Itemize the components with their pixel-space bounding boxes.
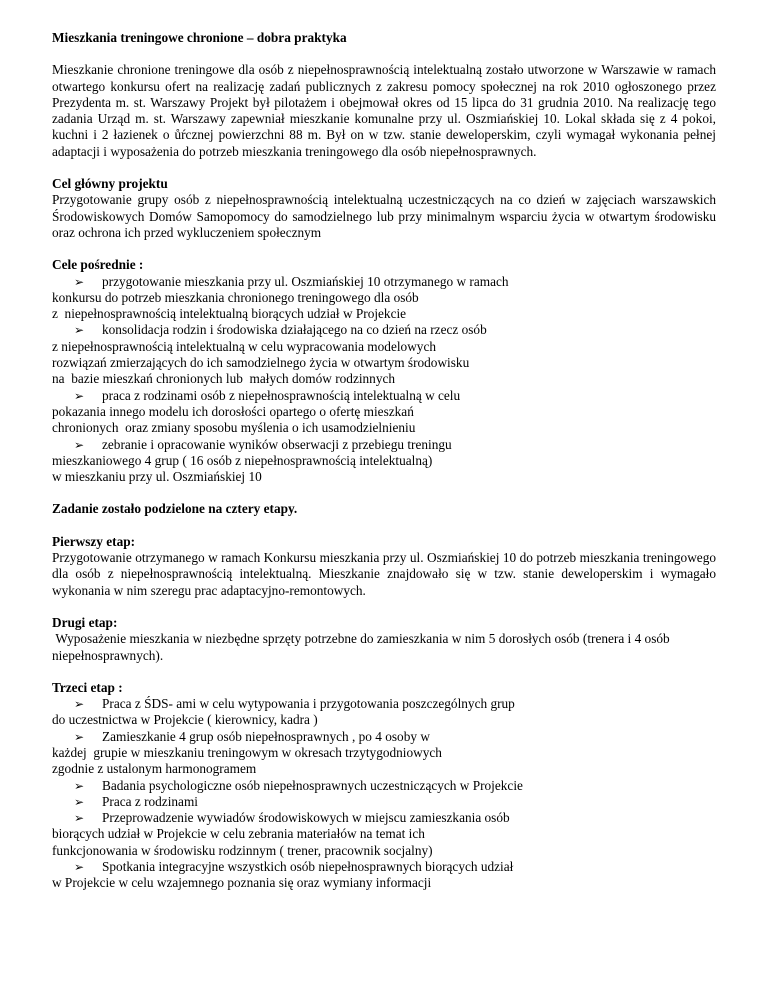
stages-heading: Zadanie zostało podzielone na cztery etapy. — [52, 501, 298, 517]
list-item-continuation: pokazania innego modelu ich dorosłości opartego o ofertę mieszkań — [52, 403, 414, 419]
stage3-section — [52, 680, 716, 892]
list-item — [52, 696, 716, 729]
list-item-first-line — [52, 859, 716, 875]
list-item-continuation: konkursu do potrzeb mieszkania chronionego treningowego dla osób — [52, 289, 419, 305]
list-item-continuation: z niepełnosprawnością intelektualną w celu wypracowania modelowych — [52, 338, 436, 354]
list-item — [52, 322, 716, 387]
list-item-text: Zamieszkanie 4 grup osób niepełnosprawnych , po 4 osoby w — [102, 728, 430, 744]
stage2-heading: Drugi etap: — [52, 614, 118, 630]
list-item-first-line — [52, 388, 716, 404]
list-item-first-line — [52, 437, 716, 453]
list-item-continuation: w Projekcie w celu wzajemnego poznania się oraz wymiany informacji — [52, 875, 432, 891]
list-item — [52, 810, 716, 859]
list-item-continuation: zgodnie z ustalonym harmonogramem — [52, 761, 257, 777]
list-item-continuation: biorących udział w Projekcie w celu zebrania materiałów na temat ich — [52, 826, 425, 842]
list-item-first-line — [52, 322, 716, 338]
list-item-text: Badania psychologiczne osób niepełnosprawnych uczestniczących w Projekcie — [102, 777, 523, 793]
list-item-continuation: w mieszkaniu przy ul. Oszmiańskiej 10 — [52, 469, 262, 485]
list-item-first-line — [52, 810, 716, 826]
arrow-bullet-icon: ➢ — [74, 388, 85, 403]
document-title: Mieszkania treningowe chronione – dobra praktyka — [52, 30, 347, 45]
stage1-text: Przygotowanie otrzymanego w ramach Konkursu mieszkania przy ul. Oszmiańskiej 10 do potrzeb mieszkania treningowego dla osób z niepełnosprawnością intelektualną. Mieszkanie znajdowało się w tzw. stanie deweloperskim i wymagało wykonania w nim szeregu prac adaptacyjno-remontowych. — [52, 550, 716, 598]
list-item-text: zebranie i opracowanie wyników obserwacji z przebiegu treningu — [102, 436, 452, 452]
list-item — [52, 778, 716, 794]
list-item-continuation: funkcjonowania w środowisku rodzinnym ( trener, pracownik socjalny) — [52, 842, 433, 858]
arrow-bullet-icon: ➢ — [74, 437, 85, 452]
stage3-heading: Trzeci etap : — [52, 679, 123, 695]
list-item-continuation: każdej grupie w mieszkaniu treningowym w okresach trzytygodniowych — [52, 744, 442, 760]
list-item-continuation: na bazie mieszkań chronionych lub małych domów rodzinnych — [52, 371, 396, 387]
intermediate-goals-section — [52, 257, 716, 485]
arrow-bullet-icon: ➢ — [74, 323, 85, 338]
list-item — [52, 794, 716, 810]
stage2-section — [52, 615, 716, 664]
list-item-continuation: z niepełnosprawnością intelektualną biorących udział w Projekcie — [52, 306, 407, 322]
arrow-bullet-icon: ➢ — [74, 860, 85, 875]
list-item-text: Spotkania integracyjne wszystkich osób niepełnosprawnych biorących udział — [102, 859, 514, 875]
list-item — [52, 437, 716, 486]
list-item-continuation: chronionych oraz zmiany sposobu myślenia o ich usamodzielnieniu — [52, 420, 416, 436]
list-item-first-line — [52, 274, 716, 290]
list-item-text: Praca z ŚDS- ami w celu wytypowania i przygotowania poszczególnych grup — [102, 696, 515, 712]
arrow-bullet-icon: ➢ — [74, 778, 85, 793]
arrow-bullet-icon: ➢ — [74, 811, 85, 826]
list-item-text: przygotowanie mieszkania przy ul. Oszmiańskiej 10 otrzymanego w ramach — [102, 273, 509, 289]
intermediate-heading: Cele pośrednie : — [52, 257, 144, 273]
list-item-first-line — [52, 778, 716, 794]
stage1-section — [52, 534, 716, 599]
arrow-bullet-icon: ➢ — [74, 274, 85, 289]
list-item-text: konsolidacja rodzin i środowiska działającego na co dzień na rzecz osób — [102, 322, 487, 338]
list-item-first-line — [52, 729, 716, 745]
list-item — [52, 729, 716, 778]
list-item-first-line — [52, 794, 716, 810]
arrow-bullet-icon: ➢ — [74, 794, 85, 809]
intro-paragraph: Mieszkanie chronione treningowe dla osób z niepełnosprawnością intelektualną zostało utworzone w Warszawie w ramach otwartego konkursu ofert na realizację zadań publicznych z zakresu pomocy społecznej na rok 2010 ogłoszonego przez Prezydenta m. st. Warszawy Projekt był pilotażem i obejmował okres od 15 lipca do 31 grudnia 2010. Na realizację tego zadania Urząd m. st. Warszawy zapewniał mieszkanie komunalne przy ul. Oszmiańskiej 10. Lokal składa się z 4 pokoi, kuchni i 2 łazienek o ůŕcznej powierzchni 88 m. Był on w tzw. stanie deweloperskim, czyli wymagał wykonania pełnej adaptacji i wyposażenia do potrzeb mieszkania treningowego dla osób niepełnosprawnych. — [52, 62, 716, 159]
stage2-text: Wyposażenie mieszkania w niezbędne sprzęty potrzebne do zamieszkania w nim 5 dorosłych osób (trenera i 4 osób niepełnosprawnych). — [52, 631, 673, 663]
goal-section — [52, 176, 716, 241]
list-item-first-line — [52, 696, 716, 712]
goal-heading: Cel główny projektu — [52, 176, 168, 192]
list-item-text: Praca z rodzinami — [102, 793, 198, 809]
list-item-continuation: rozwiązań zmierzających do ich samodzielnego życia w otwartym środowisku — [52, 355, 470, 371]
stage3-list — [52, 696, 716, 892]
list-item-text: Przeprowadzenie wywiadów środowiskowych w miejscu zamieszkania osób — [102, 810, 510, 826]
list-item — [52, 859, 716, 892]
arrow-bullet-icon: ➢ — [74, 697, 85, 712]
intermediate-goals-list — [52, 274, 716, 486]
list-item-continuation: do uczestnictwa w Projekcie ( kierownicy, kadra ) — [52, 712, 318, 728]
list-item — [52, 388, 716, 437]
stage1-heading: Pierwszy etap: — [52, 533, 136, 549]
list-item-continuation: mieszkaniowego 4 grup ( 16 osób z niepełnosprawnością intelektualną) — [52, 452, 433, 468]
arrow-bullet-icon: ➢ — [74, 729, 85, 744]
list-item-text: praca z rodzinami osób z niepełnosprawnością intelektualną w celu — [102, 387, 461, 403]
goal-text: Przygotowanie grupy osób z niepełnosprawnością intelektualną uczestniczących na co dzień w zajęciach warszawskich Środowiskowych Domów Samopomocy do samodzielnego lub przy minimalnym wsparciu życia w otwartym środowisku oraz ochrona ich przed wykluczeniem społecznym — [52, 192, 716, 240]
list-item — [52, 274, 716, 323]
document-page — [52, 30, 716, 892]
